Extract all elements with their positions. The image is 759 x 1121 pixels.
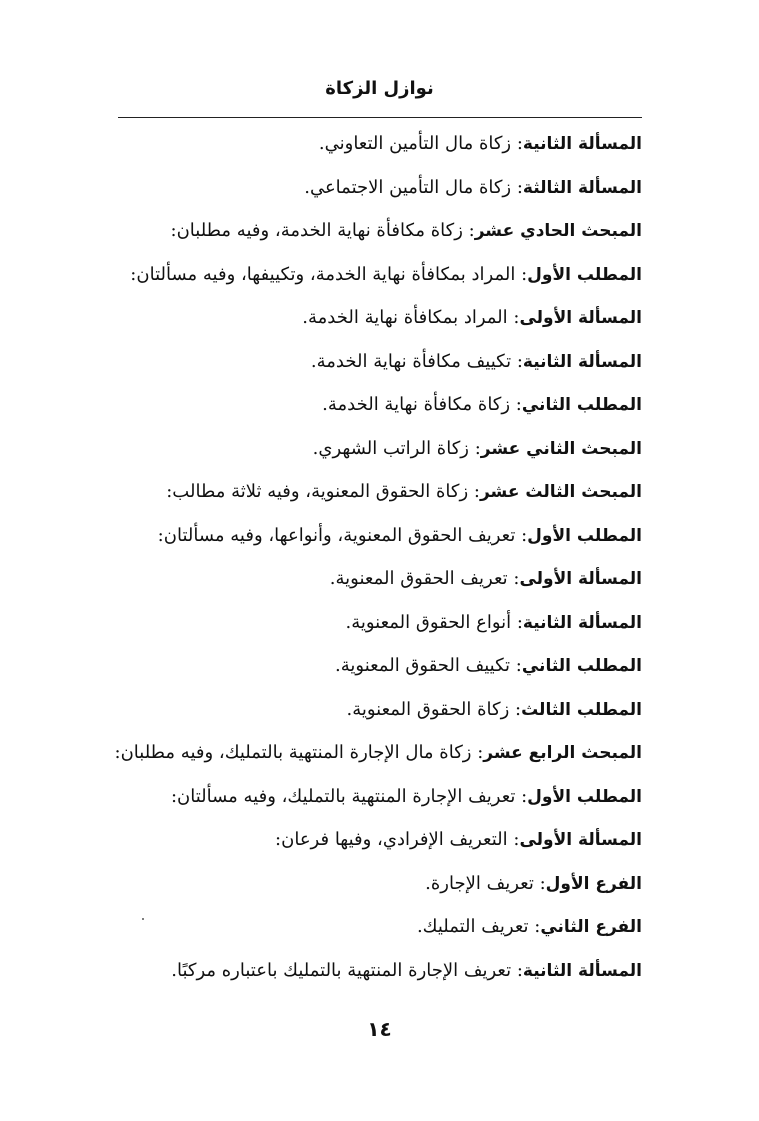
toc-label: المسألة الثانية	[522, 134, 642, 154]
toc-label: المطلب الثاني	[521, 395, 642, 415]
toc-text: : تعريف الحقوق المعنوية، وأنواعها، وفيه مسألتان:	[157, 524, 528, 546]
toc-label: المطلب الثالث	[521, 699, 642, 720]
toc-text: : تعريف الإجارة.	[425, 872, 546, 894]
toc-text: : زكاة مكافأة نهاية الخدمة.	[322, 394, 522, 415]
toc-line	[82, 383, 642, 427]
toc-label: المطلب الأول	[527, 786, 642, 807]
toc-label: المبحث الرابع عشر	[483, 743, 642, 763]
toc-text: : تعريف التمليك.	[416, 916, 541, 937]
toc-text: : المراد بمكافأة نهاية الخدمة، وتكييفها، وفيه مسألتان:	[130, 263, 528, 285]
toc-line	[82, 818, 642, 862]
toc-line	[82, 166, 642, 210]
toc-text: : تكييف الحقوق المعنوية.	[335, 655, 522, 676]
toc-line	[82, 253, 642, 297]
toc-text: : زكاة مال الإجارة المنتهية بالتمليك، وفيه مطلبان:	[114, 742, 484, 763]
toc-line	[82, 557, 642, 601]
toc-line	[82, 122, 642, 166]
toc-text: : تعريف الحقوق المعنوية.	[329, 568, 520, 589]
toc-label: الفرع الثاني	[540, 917, 642, 937]
toc-line	[82, 601, 642, 645]
toc-text: : زكاة مكافأة نهاية الخدمة، وفيه مطلبان:	[170, 220, 475, 241]
toc-label: المسألة الأولى	[519, 308, 642, 328]
toc-text: : زكاة الحقوق المعنوية، وفيه ثلاثة مطالب:	[166, 481, 480, 502]
toc-label: المسألة الأولى	[519, 830, 642, 850]
toc-line	[82, 775, 642, 819]
toc-label: المطلب الأول	[527, 525, 642, 546]
toc-text: : التعريف الإفرادي، وفيها فرعان:	[275, 829, 520, 850]
toc-text: : تكييف مكافأة نهاية الخدمة.	[310, 350, 523, 372]
toc-text: : زكاة مال التأمين الاجتماعي.	[304, 176, 523, 198]
toc-text: : زكاة مال التأمين التعاوني.	[318, 133, 523, 154]
toc-line	[82, 340, 642, 384]
toc-text: : أنواع الحقوق المعنوية.	[345, 611, 523, 633]
page-number: ١٤	[367, 1017, 392, 1041]
table-of-contents	[82, 122, 642, 992]
toc-label: المسألة الثانية	[522, 351, 642, 372]
toc-label: المبحث الثاني عشر	[480, 438, 642, 459]
running-header-title: نوازل الزكاة	[325, 78, 434, 99]
toc-label: المسألة الثانية	[522, 612, 642, 633]
toc-label: المبحث الثالث عشر	[479, 482, 642, 502]
toc-text: : تعريف الإجارة المنتهية بالتمليك باعتباره مركبًا.	[171, 959, 523, 981]
toc-text: : زكاة الراتب الشهري.	[312, 437, 481, 459]
toc-line	[82, 470, 642, 514]
toc-text: : زكاة الحقوق المعنوية.	[346, 698, 522, 720]
toc-text: : المراد بمكافأة نهاية الخدمة.	[302, 307, 520, 328]
toc-line	[82, 731, 642, 775]
toc-label: المسألة الثانية	[522, 960, 642, 981]
toc-line	[82, 905, 642, 949]
toc-line	[82, 949, 642, 993]
toc-label: الفرع الأول	[545, 873, 642, 894]
toc-label: المبحث الحادي عشر	[474, 221, 642, 241]
toc-line	[82, 688, 642, 732]
toc-line	[82, 862, 642, 906]
toc-line	[82, 514, 642, 558]
toc-line	[82, 427, 642, 471]
toc-line	[82, 644, 642, 688]
toc-label: المطلب الأول	[527, 264, 642, 285]
toc-line	[82, 209, 642, 253]
toc-text: : تعريف الإجارة المنتهية بالتمليك، وفيه مسألتان:	[170, 785, 528, 807]
toc-label: المطلب الثاني	[521, 656, 642, 676]
toc-label: المسألة الثالثة	[522, 177, 642, 198]
header-rule	[118, 117, 642, 118]
scan-speck	[142, 918, 144, 920]
toc-label: المسألة الأولى	[519, 569, 642, 589]
toc-line	[82, 296, 642, 340]
